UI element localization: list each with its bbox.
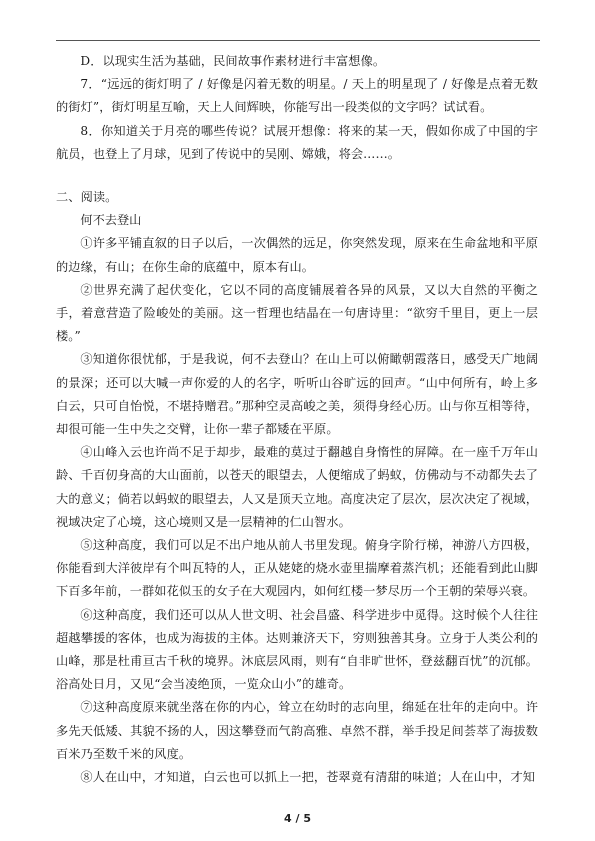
paragraph-4: ④山峰入云也许尚不足于却步，最难的莫过于翻越自身惰性的屏障。在一座千万年山龄、千百仞身高的大山面前，以苍天的眼望去，人便缩成了蚂蚁，仿佛动与不动都失去了大的意义；倘若以蚂蚁的眼望去，人又是顶天立地。高度决定了层次，层次决定了视域，视域决定了心境，这心境则又是一层精神的仁山智水。 [56,445,538,529]
page-content [56,50,538,789]
article-title: 何不去登山 [80,213,142,228]
paragraph-7: ⑦这种高度原来就坐落在你的内心，耸立在幼时的志向里，绵延在壮年的走向中。许多先天低矮、其貌不扬的人，因这攀登而气韵高雅、卓然不群，举手投足间荟萃了海拔数百米乃至数千米的风度。 [56,700,538,761]
paragraph-8: ⑧人在山中，才知道，白云也可以抓上一把，苍翠竟有清甜的味道；人在山中，才知 [80,770,536,785]
paragraph-3: ③知道你很忧郁，于是我说，何不去登山？在山上可以俯瞰朝霞落日，感受天广地阔的景深；还可以大喊一声你爱的人的名字，听听山谷旷远的回声。“山中何所有，岭上多白云，只可自怡悦，不堪持赠君。”那种空灵高峻之美，须得身经心历。山与你互相等待，却很可能一生中失之交臂，让你一辈子都矮在平原。 [56,352,538,437]
option-d: D．以现实生活为基础，民间故事作素材进行丰富想像。 [80,54,386,68]
question-7: 7．“远远的街灯明了 / 好像是闪着无数的明星。/ 天上的明星现了 / 好像是点着无数的街灯”，街灯明星互喻，天上人间辉映，你能写出一段类似的文字吗？试试看。 [56,77,538,115]
page-number: 4 / 5 [284,812,311,825]
paragraph-6: ⑥这种高度，我们还可以从人世文明、社会昌盛、科学进步中觅得。这时候个人往往超越攀援的客体，也成为海拔的主体。达则兼济天下，穷则独善其身。立身于人类公利的山峰，那是杜甫亘古千秋的境界。沐底层风雨，则有“自非旷世怀，登兹翻百忧”的沉郁。浴高处日月，又见“会当凌绝顶，一览众山小”的雄奇。 [56,607,538,692]
paragraph-2: ②世界充满了起伏变化，它以不同的高度铺展着各异的风景，又以大自然的平衡之手，着意营造了险峻处的美丽。这一哲理也结晶在一句唐诗里：“欲穷千里目，更上一层楼。” [56,282,538,344]
header-rule [56,40,540,41]
section-gap [56,166,538,186]
paragraph-1: ①许多平铺直叙的日子以后，一次偶然的远足，你突然发现，原来在生命盆地和平原的边缘，有山；在你生命的底蕴中，原本有山。 [56,236,538,274]
section-heading: 二、阅读。 [56,190,118,205]
paragraph-5: ⑤这种高度，我们可以足不出户地从前人书里发现。俯身字阶行梯，神游八方四极，你能看到大洋彼岸有个叫瓦特的人，正从姥姥的烧水壶里揣摩着蒸汽机；还能看到此山脚下百多年前，一群如花似玉的女子在大观园内，如何红楼一梦尽历一个王朝的荣辱兴衰。 [56,538,538,599]
question-8: 8．你知道关于月亮的哪些传说？试展开想像：将来的某一天，假如你成了中国的宇航员，也登上了月球，见到了传说中的吴刚、嫦娥，将会……。 [56,123,538,161]
